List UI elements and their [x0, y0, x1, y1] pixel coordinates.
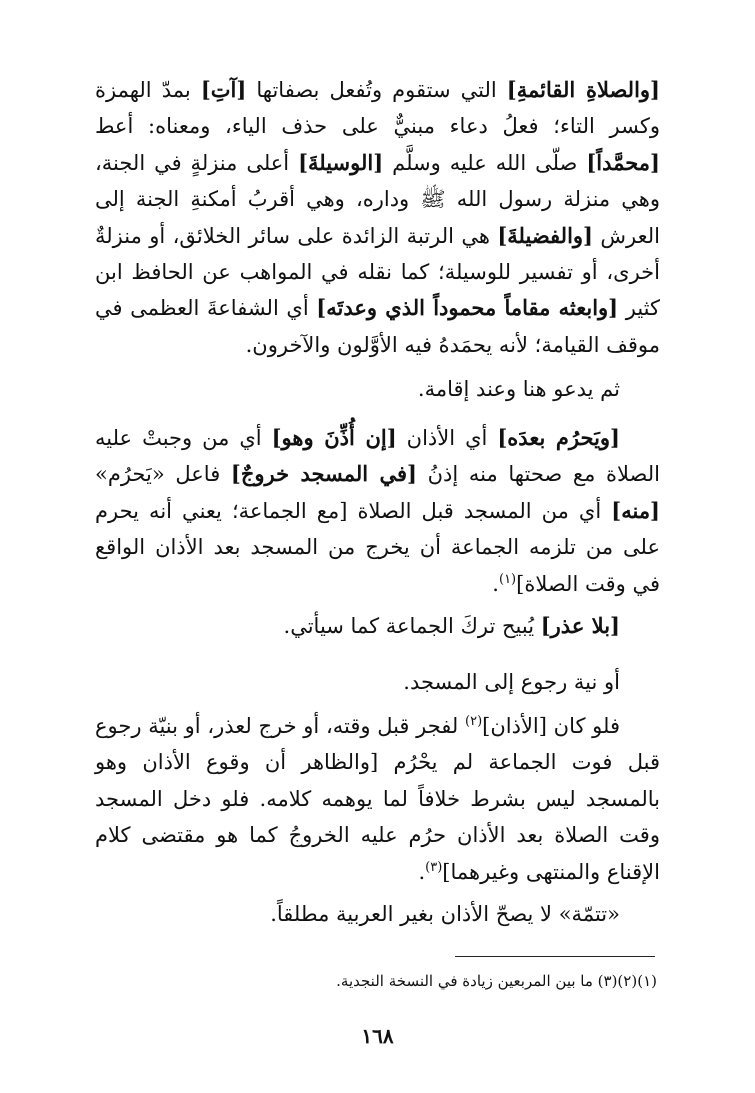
bold-term: [منه] — [611, 497, 660, 523]
paragraph-1 — [95, 72, 660, 363]
paragraph-5: أو نية رجوع إلى المسجد. — [403, 670, 620, 694]
text-run: أي من وجبتْ عليه الصلاة مع صحتها منه إذنُ — [95, 426, 660, 487]
text-run: . — [492, 571, 499, 596]
bold-term: [آتِ] — [200, 77, 247, 102]
paragraph-3 — [95, 420, 660, 602]
page-number: ١٦٨ — [361, 1024, 394, 1048]
text-run: أي من المسجد قبل الصلاة [مع الجماعة؛ يعني أنه يحرم على من تلزمه الجماعة أن يخرج من المسجد بعد الأذان الواقع في وقت الصلاة] — [95, 498, 660, 596]
paragraph-4 — [95, 608, 660, 644]
bold-term: [بلا عذر] — [540, 613, 620, 638]
text-run: أي الشفاعةَ العظمى في موقف القيامة؛ لأنه يحمَدهُ فيه الأوَّلون والآخرون. — [95, 296, 660, 357]
footnote-ref: (٢) — [465, 714, 483, 729]
bold-term: [إن أُذِّنَ وهو] — [271, 425, 397, 450]
text-run: لفجر قبل وقته، أو خرج لعذر، أو بنيّة رجوع قبل فوت الجماعة لم يحْرُم [والظاهر أن وقوع الأذان وهو بالمسجد ليس بشرط خلافاً لما يوهمه كلامه. فلو دخل المسجد وقت الصلاة بعد الأذان حرُم عليه الخروجُ كما هو مقتضى كلام الإقناع والمنتهى وغيرهما] — [95, 714, 660, 884]
text-run: . — [418, 859, 426, 884]
paragraph-2: ثم يدعو هنا وعند إقامة. — [417, 377, 620, 401]
text-run: يُبيح تركَ الجماعة كما سيأتي. — [283, 614, 541, 638]
bold-term: [والفضيلةَ] — [497, 222, 593, 248]
paragraph-7: «تتمّة» لا يصحّ الأذان بغير العربية مطلقاً. — [270, 902, 620, 926]
bold-term: [والصلاةِ القائمةِ] — [506, 77, 660, 102]
footnote-ref: (١) — [498, 571, 517, 587]
text-run: أعلى منزلةٍ في الجنة، وهي منزلة رسول الله ﷺ وداره، وهي أقربُ أمكنةِ الجنة إلى العرش — [95, 150, 661, 248]
bold-term: [في المسجد خروجٌ] — [230, 461, 417, 487]
paragraph-6 — [95, 708, 660, 890]
bold-term: [ويَحرُم بعدَه] — [497, 425, 620, 450]
text-run: فاعل «يَحرُم» — [95, 462, 231, 487]
text-run: بمدّ الهمزة وكسر التاء؛ فعلُ دعاء مبنيٌّ على حذف الياء، ومعناه: أعط — [95, 78, 660, 139]
text-run: فلو كان [الأذان] — [482, 714, 620, 738]
bold-term: [محمَّداً] — [586, 149, 660, 175]
footnote-ref: (٣) — [425, 859, 443, 875]
bold-term: [الوسيلةَ] — [298, 149, 384, 175]
text-run: أي الأذان — [396, 426, 498, 450]
footnote-divider — [455, 956, 655, 957]
bold-term: [وابعثه مقاماً محموداً الذي وعدتَه] — [316, 295, 619, 321]
footnote: (١)(٢)(٣) ما بين المربعين زيادة في النسخة النجدية. — [336, 972, 657, 990]
text-run: التي ستقوم وتُفعل بصفاتها — [246, 78, 507, 102]
text-run: هي الرتبة الزائدة على سائر الخلائق، أو منزلةٌ أخرى، أو تفسير للوسيلة؛ كما نقله في المواهب عن الحافظ ابن كثير — [95, 223, 660, 321]
text-run: صلّى الله عليه وسلَّم — [383, 150, 587, 175]
